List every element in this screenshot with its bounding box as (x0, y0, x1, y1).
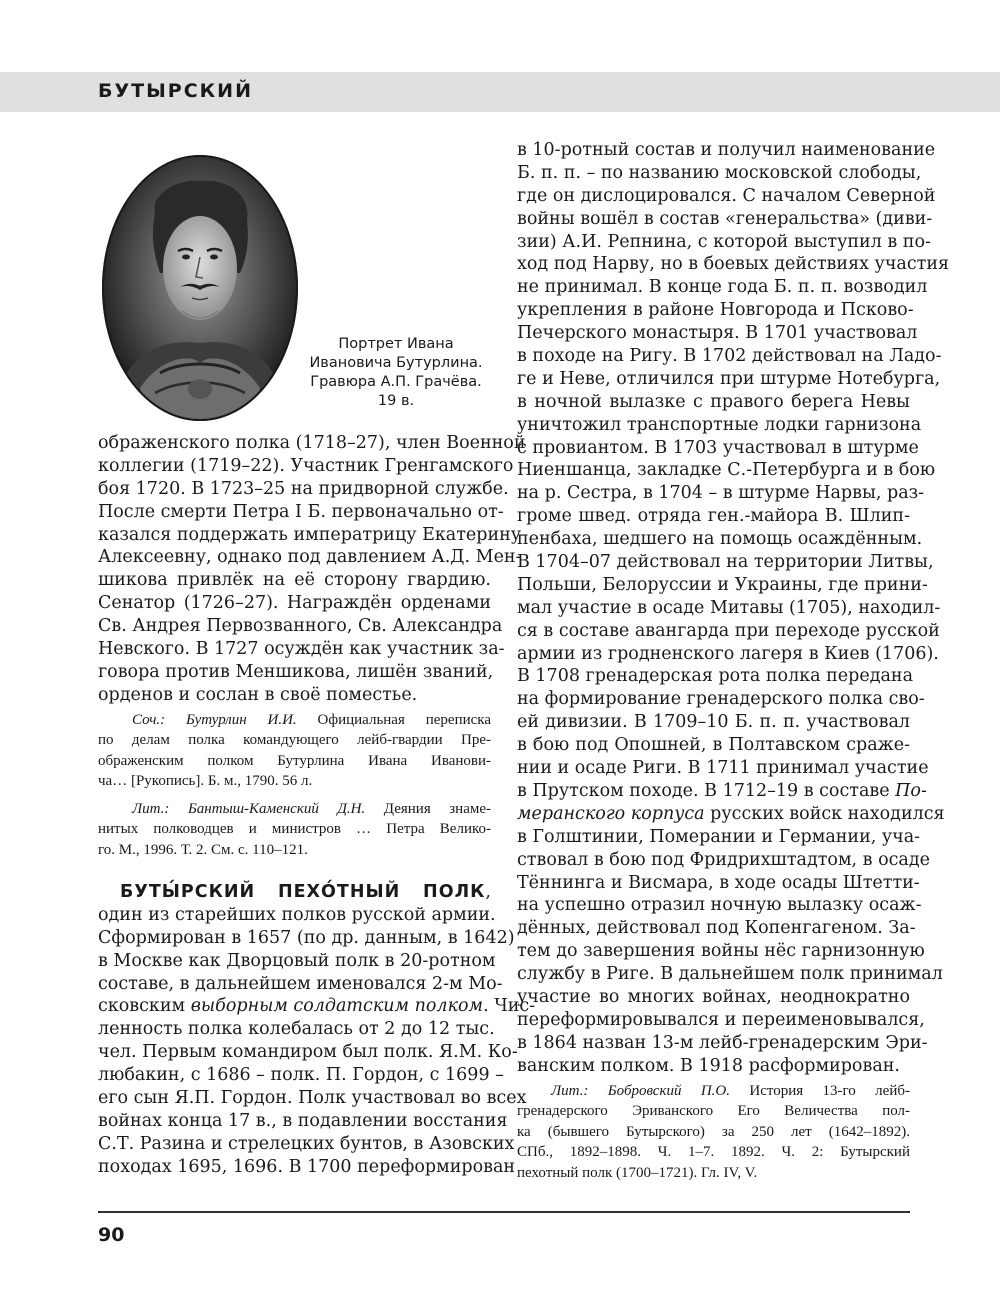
text-line: шикова привлёк на её сторону гвардию. (98, 570, 491, 591)
text-line: ванским полком. В 1918 расформирован. (517, 1055, 900, 1076)
text-run: . Чис- (483, 996, 536, 1017)
text-line: в Голштинии, Померании и Германии, уча- (517, 826, 921, 847)
text-line: ствовал в бою под Фридрихштадтом, в осаде (517, 849, 930, 870)
text-line: походах 1695, 1696. В 1700 переформирован (98, 1156, 516, 1177)
entry-buturskiy-regiment (98, 881, 536, 1179)
text-line: Б. п. п. – по названию московской слободы, (517, 162, 922, 183)
text-line: его сын Я.П. Гордон. Полк участвовал во всех (98, 1088, 527, 1109)
left-column-upper (98, 432, 526, 860)
text-line: на успешно отразил ночную вылазку осаж- (517, 895, 922, 916)
ref-first-line (98, 799, 491, 820)
text-line: ход под Нарву, но в боевых действиях участия (517, 254, 950, 275)
text-line: в бою под Опошней, в Полтавском сраже- (517, 735, 910, 756)
text-line: Сенатор (1726–27). Награждён орденами (98, 593, 491, 614)
text-line: переформировывался и переименовывался, (517, 1009, 925, 1030)
text-line: на р. Сестра, в 1704 – в штурме Нарвы, раз- (517, 483, 925, 504)
text-line: армии из гродненского лагеря в Киев (1706). (517, 643, 939, 664)
text-line: дённых, действовал под Копенгагеном. За- (517, 918, 916, 939)
text-line: участие во многих войнах, неоднократно (517, 986, 910, 1007)
text-line: пенбаха, шедшего на помощь осаждённым. (517, 529, 923, 550)
text-line: ся в составе авангарда при переходе русской (517, 620, 940, 641)
caption-line: 19 в. (377, 393, 415, 409)
text-line: войны вошёл в состав «генеральства» (диви- (517, 208, 933, 229)
ref-line: по делам полка командующего лейб-гвардии Пре- (98, 732, 491, 749)
text-line: После смерти Петра I Б. первоначально от- (98, 501, 504, 522)
text-line: службу в Риге. В дальнейшем полк принимал (517, 964, 943, 985)
ref-author: Бантыш-Каменский Д.Н. (187, 800, 366, 817)
text-line: в походе на Ригу. В 1702 действовал на Ладо- (517, 346, 942, 367)
text-line: ей дивизии. В 1709–10 Б. п. п. участвовал (517, 712, 910, 733)
ref-line: го. М., 1996. Т. 2. См. с. 110–121. (98, 841, 308, 858)
text-line: один из старейших полков русской армии. (98, 904, 496, 925)
text-line: войнах конца 17 в., в подавлении восстания (98, 1110, 508, 1131)
text-line: боя 1720. В 1723–25 на придворной службе. (98, 478, 509, 499)
text-line: Печерского монастыря. В 1701 участвовал (517, 323, 918, 344)
text-line: укрепления в районе Новгорода и Псково- (517, 300, 914, 321)
running-header-title: БУТЫРСКИЙ (98, 80, 253, 102)
portrait-engraving (100, 153, 300, 423)
footer-rule (98, 1211, 910, 1213)
ref-text: История 13-го лейб- (749, 1082, 910, 1099)
text-line: ображенского полка (1718–27), член Военной (98, 433, 526, 453)
ref-first-line (517, 1081, 910, 1102)
text-line (98, 995, 536, 1018)
text-line: в Москве как Дворцовый полк в 20-ротном (98, 950, 496, 971)
text-line: на формирование гренадерского полка сво- (517, 689, 925, 710)
ref-line: гренадерского Эриванского Его Величества пол- (517, 1103, 910, 1120)
text-line: чел. Первым командиром был полк. Я.М. Ко- (98, 1042, 518, 1063)
ref-line: ображенским полком Бутурлина Ивана Иванови- (98, 752, 491, 769)
ref-author: Бутурлин И.И. (185, 711, 297, 728)
entry-heading: БУТЫ́РСКИЙ ПЕХО́ТНЫЙ ПОЛК (120, 882, 486, 902)
entry-heading-line (98, 881, 491, 904)
text-line: В 1704–07 действовал на территории Литвы, (517, 552, 934, 573)
portrait-caption (300, 335, 492, 411)
text-line: ленность полка колебалась от 2 до 12 тыс. (98, 1019, 495, 1040)
text-line: в 1864 назван 13-м лейб-гренадерским Эри- (517, 1032, 928, 1053)
text-line: говора против Меншикова, лишён званий, (98, 661, 494, 682)
text-line: любакин, с 1686 – полк. П. Гордон, с 1699 – (98, 1065, 504, 1086)
text-line: с провиантом. В 1703 участвовал в штурме (517, 437, 919, 458)
text-line: зии) А.И. Репнина, с которой выступил в по- (517, 231, 931, 252)
reference-works (98, 710, 491, 861)
italic-term: выборным солдатским полком (190, 996, 484, 1017)
ref-first-line (98, 710, 491, 731)
right-column (517, 139, 950, 1183)
text-line: Св. Андрея Первозванного, Св. Александра (98, 616, 503, 637)
text-line: Сформирован в 1657 (по др. данным, в 1642) (98, 927, 515, 948)
text-line: Тённинга и Висмара, в ходе осады Штетти- (517, 872, 920, 893)
ref-label: Соч.: (132, 711, 166, 728)
ref-line: ка (бывшего Бутырского) за 250 лет (1642–1892). (517, 1123, 910, 1140)
text-line: коллегии (1719–22). Участник Гренгамского (98, 455, 514, 476)
ref-text: Официальная переписка (317, 711, 491, 728)
reference-literature (517, 1081, 910, 1184)
text-run: сковским (98, 996, 191, 1017)
ref-label: Лит.: (132, 800, 170, 817)
text-line: составе, в дальнейшем именовался 2-м Мо- (98, 973, 503, 994)
text-line: где он дислоцировался. С началом Северной (517, 185, 936, 206)
text-line: уничтожил транспортные лодки гарнизона (517, 414, 922, 435)
ref-line: ча… [Рукопись]. Б. м., 1790. 56 л. (98, 773, 313, 790)
text-line: Ниеншанца, закладке С.-Петербурга и в бою (517, 460, 936, 481)
text-run: в Прутском походе. В 1712–19 в составе (517, 780, 896, 801)
ref-line: СПб., 1892–1898. Ч. 1–7. 1892. Ч. 2: Бутырский (517, 1144, 910, 1161)
text-line: громе швед. отряда ген.-майора В. Шлип- (517, 506, 910, 527)
page-number: 90 (98, 1224, 125, 1246)
caption-line: Портрет Ивана (338, 336, 454, 352)
entry-heading-tail: , (485, 882, 491, 902)
ref-line: нитых полководцев и министров … Петра Велико- (98, 821, 491, 838)
text-line: тем до завершения войны нёс гарнизонную (517, 941, 925, 962)
text-line: Алексеевну, однако под давлением А.Д. Мен- (98, 547, 522, 568)
text-line: мал участие в осаде Митавы (1705), находил- (517, 597, 941, 618)
text-line: казался поддержать императрицу Екатерину (98, 524, 522, 545)
text-line: В 1708 гренадерская рота полка передана (517, 666, 914, 687)
text-line: не принимал. В конце года Б. п. п. возводил (517, 277, 928, 298)
ref-text: Деяния знаме- (383, 800, 492, 817)
text-line: нии и осаде Риги. В 1711 принимал участие (517, 758, 929, 779)
ref-label: Лит.: (551, 1082, 589, 1099)
text-line: С.Т. Разина и стрелецких бунтов, в Азовских (98, 1133, 515, 1154)
text-line: Невского. В 1727 осуждён как участник за- (98, 639, 505, 660)
text-line: в ночной вылазке с правого берега Невы (517, 391, 910, 412)
ref-line: пехотный полк (1700–1721). Гл. IV, V. (517, 1164, 758, 1181)
text-line (517, 803, 945, 826)
text-line: ге и Неве, отличился при штурме Нотебурга, (517, 368, 941, 389)
italic-term: По- (895, 780, 927, 801)
ref-author: Бобровский П.О. (607, 1082, 731, 1099)
text-run: русских войск находился (704, 803, 945, 824)
caption-line: Ивановича Бутурлина. (309, 355, 483, 371)
text-line: в 10-ротный состав и получил наименование (517, 140, 936, 160)
text-line: орденов и сослан в своё поместье. (98, 684, 418, 705)
caption-line: Гравюра А.П. Грачёва. (310, 374, 482, 390)
text-line: Польши, Белоруссии и Украины, где прини- (517, 574, 928, 595)
italic-term: меранского корпуса (517, 803, 705, 824)
text-line (517, 780, 927, 803)
